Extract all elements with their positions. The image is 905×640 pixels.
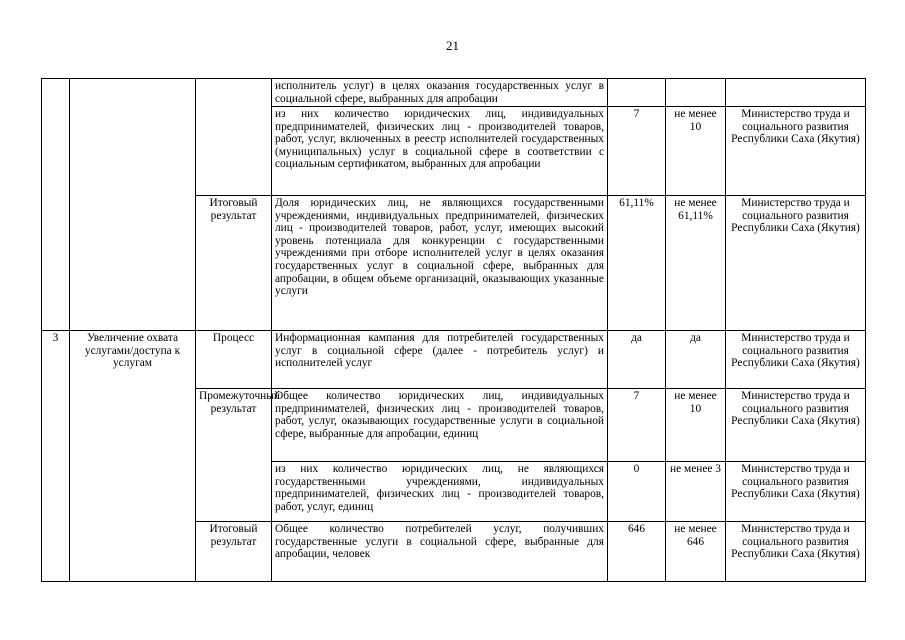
indicator-cell: Общее количество потребителей услуг, получивших государственные услуги в социальной сфере, выбранные для апробации, человек: [272, 522, 608, 582]
responsible-cell: [726, 79, 866, 107]
responsible-cell: Министерство труда и социального развития Республики Саха (Якутия): [726, 107, 866, 196]
target-cell: не менее 10: [666, 107, 726, 196]
stage-cell: Процесс: [196, 331, 272, 389]
table-row: [42, 79, 866, 107]
indicator-cell: Информационная кампания для потребителей государственных услуг в социальной сфере (далее - потребитель услуг) и исполнителей услуг: [272, 331, 608, 389]
stage-cell: [196, 79, 272, 196]
row-number-cell: 3: [42, 331, 70, 582]
stage-cell: Итоговый результат: [196, 522, 272, 582]
indicator-cell: Доля юридических лиц, не являющихся государственными учреждениями, индивидуальных предпринимателей, физических лиц - производителей товаров, работ, услуг, имеющих высокий уровень потенциала для конкуренции с государственными учреждениями при отборе исполнителей услуг в целях оказания государственных услуг в социальной сфере, выбранных для апробации, в общем объеме организаций, оказывающих указанные услуги: [272, 196, 608, 331]
indicator-cell: из них количество юридических лиц, не являющихся государственными учреждениями, индивидуальных предпринимателей, физических лиц - производителей товаров, работ, услуг, единиц: [272, 462, 608, 522]
indicators-table: [41, 78, 866, 582]
responsible-cell: Министерство труда и социального развития Республики Саха (Якутия): [726, 389, 866, 462]
value-cell: [608, 79, 666, 107]
indicator-cell: исполнитель услуг) в целях оказания государственных услуг в социальной сфере, выбранных для апробации: [272, 79, 608, 107]
target-cell: да: [666, 331, 726, 389]
value-cell: 61,11%: [608, 196, 666, 331]
goal-cell: Увеличение охвата услугами/доступа к услугам: [70, 331, 196, 582]
indicator-cell: из них количество юридических лиц, индивидуальных предпринимателей, физических лиц - производителей товаров, работ, услуг, включенных в реестр исполнителей государственных (муниципальных) услуг в социальной сфере в соответствии с социальным сертификатом, выбранных для апробации: [272, 107, 608, 196]
goal-cell: [70, 79, 196, 331]
stage-cell: Итоговый результат: [196, 196, 272, 331]
value-cell: 646: [608, 522, 666, 582]
value-cell: 7: [608, 389, 666, 462]
target-cell: не менее 61,11%: [666, 196, 726, 331]
responsible-cell: Министерство труда и социального развития Республики Саха (Якутия): [726, 196, 866, 331]
table-row: [42, 331, 866, 389]
indicator-cell: Общее количество юридических лиц, индивидуальных предпринимателей, физических лиц - производителей товаров, работ, услуг, оказывающих государственные услуги в социальной сфере, выбранные для апробации, единиц: [272, 389, 608, 462]
target-cell: не менее 10: [666, 389, 726, 462]
page-number: 21: [446, 38, 459, 53]
stage-cell: Промежуточный результат: [196, 389, 272, 522]
value-cell: 0: [608, 462, 666, 522]
responsible-cell: Министерство труда и социального развития Республики Саха (Якутия): [726, 331, 866, 389]
target-cell: [666, 79, 726, 107]
target-cell: не менее 646: [666, 522, 726, 582]
responsible-cell: Министерство труда и социального развития Республики Саха (Якутия): [726, 462, 866, 522]
value-cell: 7: [608, 107, 666, 196]
target-cell: не менее 3: [666, 462, 726, 522]
row-number-cell: [42, 79, 70, 331]
responsible-cell: Министерство труда и социального развития Республики Саха (Якутия): [726, 522, 866, 582]
value-cell: да: [608, 331, 666, 389]
